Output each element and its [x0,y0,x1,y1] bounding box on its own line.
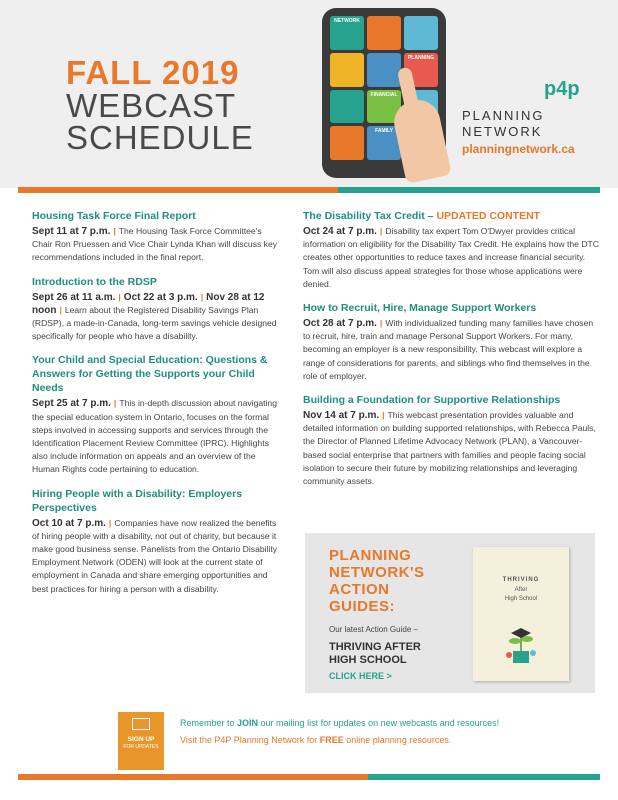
webcast-description [303,225,599,291]
webcast-text: The Housing Task Force Committee's Chair Ron Pruessen and Vice Chair Lynda Khan will discuss key recommendations included in the final report. [32,226,278,263]
date-separator: | [108,517,112,528]
webcast-description [303,317,599,383]
webcast-description [32,291,284,344]
logo-name-line-2: NETWORK [462,124,543,139]
webcast-title-text: How to Recruit, Hire, Manage Support Workers [303,302,537,315]
footer-bar-orange [18,774,368,780]
webcast-section [303,209,599,291]
footer-bar-green [368,774,600,780]
guides-heading-line-1: PLANNING [329,547,412,564]
graduation-plant-icon [503,625,539,665]
footer-line-2-pre: Visit the P4P Planning Network for [180,735,320,745]
date-separator: | [59,304,62,315]
webcast-title-text: Hiring People with a Disability: Employers Perspectives [32,487,243,514]
footer-line-1-post: our mailing list for updates on new webcasts and resources! [258,718,500,728]
webcast-title-text: Your Child and Special Education: Questions & Answers for Getting the Supports your Child Needs [32,354,268,395]
webcast-section [303,301,599,383]
phone-tile: NETWORK [330,16,364,50]
webcast-title-text: Housing Task Force Final Report [32,210,196,222]
webcast-text: Disability tax expert Tom O'Dwyer provides critical information on eligibility for the Disability Tax Credit. He explains how the DTC creates other opportunities to reduce taxes and increase financial security. Tom will also discuss appeal strategies for those whose applications were denied. [303,226,599,289]
free-link[interactable]: FREE [319,735,344,745]
phone-tile [404,16,438,50]
webcast-date: Sept 11 at 7 p.m. [32,226,111,237]
webcast-text: Learn about the Registered Disability Savings Plan (RDSP), a made-in-Canada, long-term savings vehicle designed specifically for people who have a disability. [32,304,277,342]
guide-title [329,641,421,667]
title-line-2: WEBCAST [66,87,237,124]
guide-title-line-2: HIGH SCHOOL [329,654,407,666]
sign-up-label: SIGN UP [127,736,155,743]
sign-up-sublabel: FOR UPDATES [123,744,159,750]
webcast-section [303,393,599,488]
logo-url-link[interactable]: planningnetwork.ca [462,142,575,156]
book-subtitle-1: After [514,587,528,593]
webcast-date: Oct 22 at 3 p.m. [123,291,198,303]
webcast-title-text: The Disability Tax Credit – [303,210,437,222]
action-guides-box[interactable] [305,533,595,693]
date-separator: | [382,410,385,421]
webcast-description [32,397,284,476]
webcast-date: Oct 28 at 7 p.m. [303,318,377,330]
right-column [303,209,599,498]
date-separator: | [200,291,204,302]
webcast-date: Oct 24 at 7 p.m. [303,226,377,237]
webcast-text: This in-depth discussion about navigating the special education system in Ontario, focuses on the formal steps involved in accessing supports and services through the Identification Placement Review Committee (IPRC). Highlights also include information on appeals and an overview of the Human Rights code pertaining to education. [32,398,277,475]
footer-line-1-pre: Remember to [180,718,238,728]
webcast-section [32,353,284,476]
logo-name-line-1: PLANNING [462,108,545,123]
webcast-description [303,409,599,488]
webcast-description [32,517,284,596]
webcast-date: Sept 26 at 11 a.m. [32,291,116,303]
webcast-title[interactable] [303,301,599,315]
webcast-section [32,275,284,344]
webcast-title[interactable] [303,209,599,223]
join-link[interactable]: JOIN [237,718,259,728]
guide-title-line-1: THRIVING AFTER [329,641,421,653]
header [0,0,618,188]
webcast-title-text: Introduction to the RDSP [32,275,157,288]
click-here-link[interactable]: CLICK HERE > [329,671,392,681]
guides-heading-line-3: ACTION [329,581,390,598]
guides-heading [329,547,425,615]
phone-tile [330,126,364,160]
webcast-title[interactable] [32,275,284,289]
webcast-text: With individualized funding many families have chosen to recruit, hire, train and manage Personal Support Workers. For many, becoming an employer is a new responsibility. This webcast will explore a range of considerations for parents, and siblings who find themselves in the role of employer. [303,318,594,381]
webcast-text: This webcast presentation provides valuable and detailed information on building supported relationships, with Rebecca Pauls, the Director of Planned Lifetime Advocacy Network (PLAN), a Vancouver-based social enterprise that partners with families and people facing social isolation to secure their future by mobilizing relationships and leveraging community assets. [303,410,596,487]
title-line-1: FALL 2019 [66,54,240,91]
webcast-title[interactable] [303,393,599,407]
updated-content-badge: UPDATED CONTENT [436,210,541,222]
phone-tile: FINANCIAL [367,90,401,124]
footer-line-2-post: online planning resources. [343,735,452,745]
guides-heading-line-4: GUIDES: [329,598,396,615]
guides-subtitle: Our latest Action Guide – [329,625,418,634]
webcast-date: Sept 25 at 7 p.m. [32,398,111,410]
webcast-date: Nov 28 at 12 noon [32,291,265,316]
sign-up-button[interactable] [118,712,164,770]
date-separator: | [113,398,117,409]
footer-line-2 [180,735,451,745]
footer-line-1 [180,718,499,728]
phone-tile [367,53,401,87]
logo-mark: p4p [544,78,580,100]
page-title [66,56,254,154]
book-cover[interactable] [473,547,569,681]
webcast-section [32,209,284,265]
book-title: THRIVING [502,577,540,583]
date-separator: | [118,291,121,302]
webcast-title[interactable] [32,209,284,223]
phone-tile: PLANNING [404,53,438,87]
divider-orange [18,187,338,193]
phone-tile [330,53,364,87]
webcast-title[interactable] [32,353,284,395]
webcast-date: Nov 14 at 7 p.m. [303,410,380,422]
phone-tile: FAMILY [367,126,401,160]
webcast-section [32,487,284,596]
webcast-title-text: Building a Foundation for Supportive Relationships [303,394,561,407]
webcast-description [32,225,284,265]
left-column [32,209,284,606]
book-subtitle-2: High School [504,596,538,602]
webcast-text: Companies have now realized the benefits of hiring people with a disability, not out of charity, but because it make good business sense. Panelists from the Ontario Disability Employment Network (ODEN) will look at the current state of employment in Canada and share emerging opportunities and best practices for hiring a person with a disability. [32,517,278,594]
webcast-title[interactable] [32,487,284,515]
date-separator: | [379,318,383,329]
webcast-date: Oct 10 at 7 p.m. [32,517,106,529]
phone-tile [367,16,401,50]
phone-tile [330,90,364,124]
envelope-icon [132,718,150,730]
date-separator: | [113,226,116,236]
title-line-3: SCHEDULE [66,119,254,156]
divider-green [338,187,600,193]
date-separator: | [379,226,383,236]
guides-heading-line-2: NETWORK'S [329,564,425,581]
